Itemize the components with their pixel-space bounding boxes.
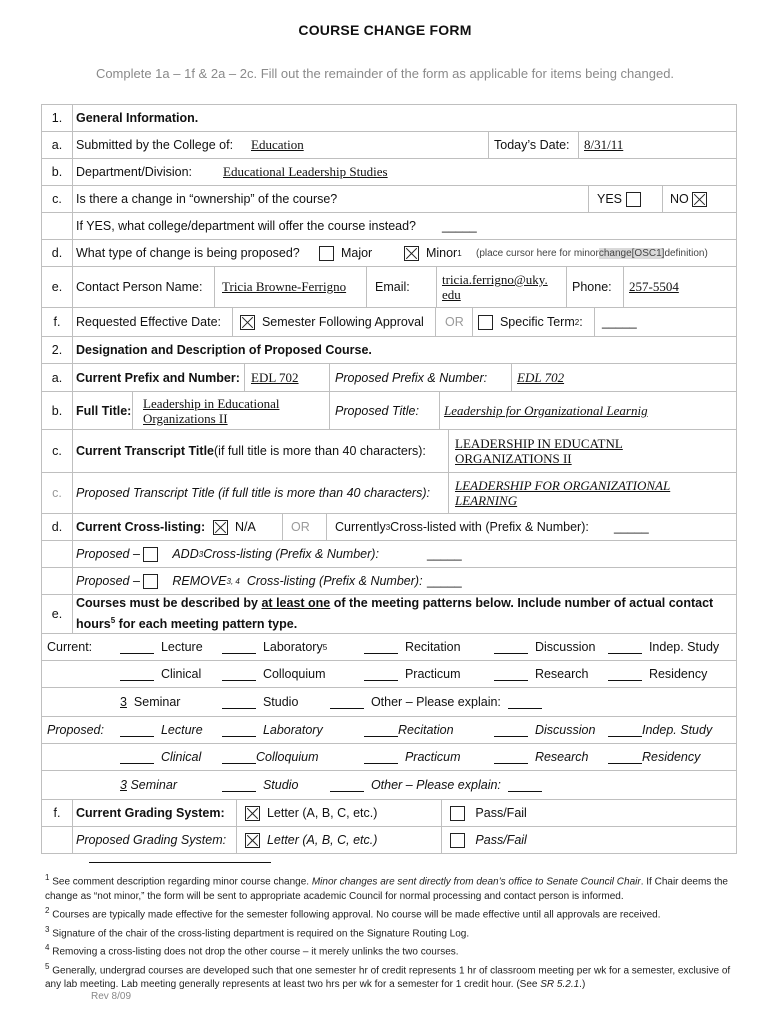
row-1c-number: c. xyxy=(42,186,73,212)
current-recitation: Recitation xyxy=(404,640,461,654)
current-passfail-checkbox[interactable] xyxy=(450,806,465,821)
row-2a-number: a. xyxy=(42,364,73,391)
proposed-clinical: Clinical xyxy=(160,750,202,764)
section1-heading-row xyxy=(41,104,737,132)
current-lecture: Lecture xyxy=(160,640,203,654)
cross-or-label: OR xyxy=(291,520,310,534)
current-patterns-label: Current: xyxy=(47,640,93,654)
current-indep-study: Indep. Study xyxy=(648,640,720,654)
department-field[interactable]: Educational Leadership Studies xyxy=(223,164,388,179)
semester-following-label: Semester Following Approval xyxy=(261,315,424,329)
row-1c-ifyes xyxy=(41,213,737,240)
specific-term-checkbox[interactable] xyxy=(478,315,493,330)
row-1b xyxy=(41,159,737,186)
proposed-indep-study: Indep. Study xyxy=(642,723,713,737)
proposed-seminar-hours[interactable]: 3 xyxy=(120,778,127,792)
proposed-patterns-row-1 xyxy=(41,717,737,744)
currently-cross-listed-label: Currently 3 Cross-listed with (Prefix & Number): xyxy=(335,520,589,534)
change-type-question: What type of change is being proposed? xyxy=(76,246,300,260)
row-1b-number: b. xyxy=(42,159,73,185)
proposed-recitation: Recitation xyxy=(398,723,454,737)
specific-term-label: Specific Term xyxy=(499,315,575,329)
current-seminar-hours[interactable]: 3 xyxy=(120,695,127,709)
no-label: NO xyxy=(670,192,689,206)
email-field[interactable]: tricia.ferrigno@uky. edu xyxy=(442,272,548,302)
college-field[interactable]: Education xyxy=(251,137,304,152)
proposed-patterns-row-2 xyxy=(41,744,737,771)
remove-label: REMOVE xyxy=(172,574,227,588)
proposed-passfail-checkbox[interactable] xyxy=(450,833,465,848)
proposed-other: Other – Please explain: xyxy=(370,778,501,792)
minor-label: Minor xyxy=(425,246,458,260)
if-yes-question: If YES, what college/department will offer the course instead? xyxy=(76,219,417,233)
current-patterns-row-1: Current: Lecture Laboratory 5 Recitation Discussion Indep. Study xyxy=(41,634,737,661)
row-2a xyxy=(41,364,737,392)
row-2d-remove: Proposed – REMOVE 3, 4 Cross-listing (Prefix & Number): _____ xyxy=(41,568,737,595)
proposed-prefix-label: Proposed Prefix & Number: xyxy=(335,370,488,385)
row-1d: d. What type of change is being proposed? Major Minor 1 (place cursor here for minor change[OSC1] definition) xyxy=(41,240,737,267)
phone-field[interactable]: 257-5504 xyxy=(629,279,679,294)
proposed-lecture: Lecture xyxy=(160,723,203,737)
ownership-no-checkbox[interactable] xyxy=(692,192,707,207)
remove-crosslisting-checkbox[interactable] xyxy=(143,574,158,589)
ownership-yes-checkbox[interactable] xyxy=(626,192,641,207)
form-instructions: Complete 1a – 1f & 2a – 2c. Fill out the remainder of the form as applicable for items being changed. xyxy=(95,66,675,81)
proposed-patterns-label: Proposed: xyxy=(47,723,104,737)
proposed-prefix-field[interactable]: EDL 702 xyxy=(517,369,565,385)
current-colloquium: Colloquium xyxy=(262,667,326,681)
department-label: Department/Division: xyxy=(76,165,193,179)
revision-label: Rev 8/09 xyxy=(91,991,132,1002)
footnote-3: $^3$ Signature of the chair of the cross-listing department is required on the Signature Routing Log. xyxy=(45,924,470,939)
proposed-seminar: Seminar xyxy=(130,778,177,792)
specific-term-blank[interactable]: _____ xyxy=(602,315,637,329)
proposed-transcript-label: Proposed Transcript Title (if full title is more than 40 characters): xyxy=(76,486,430,500)
current-title-field[interactable]: Leadership in Educational Organizations II xyxy=(143,395,280,426)
add-label: ADD xyxy=(172,547,199,561)
todays-date-label: Today’s Date: xyxy=(494,138,570,152)
proposed-practicum: Practicum xyxy=(404,750,461,764)
section2-heading-row xyxy=(41,337,737,364)
form-title: COURSE CHANGE FORM xyxy=(298,22,472,38)
current-studio: Studio xyxy=(262,695,299,709)
current-grading-label: Current Grading System: xyxy=(76,806,225,820)
current-patterns-row-2 xyxy=(41,661,737,688)
course-change-form xyxy=(41,104,737,854)
currently-cross-listed-blank[interactable]: _____ xyxy=(614,520,649,534)
row-2e xyxy=(41,595,737,634)
yes-label: YES xyxy=(597,192,623,206)
effective-date-label: Requested Effective Date: xyxy=(76,315,221,329)
current-transcript-label: Current Transcript Title (if full title is more than 40 characters): xyxy=(76,444,426,458)
current-seminar: Seminar xyxy=(133,695,181,709)
row-1f: f. Requested Effective Date: Semester Following Approval OR Specific Term 2 : _____ xyxy=(41,308,737,337)
cross-listing-label: Current Cross-listing: xyxy=(76,520,206,534)
proposed-title-field[interactable]: Leadership for Organizational Learnig xyxy=(444,402,648,418)
todays-date-field[interactable]: 8/31/11 xyxy=(584,137,624,152)
current-prefix-field[interactable]: EDL 702 xyxy=(251,369,299,385)
current-laboratory: Laboratory xyxy=(262,640,323,654)
meeting-patterns-instructions: Courses must be described by at least one of the meeting patterns below. Include number of actual contact hours$^5$ for each meeting pattern type. xyxy=(76,595,714,632)
current-letter-label: Letter (A, B, C, etc.) xyxy=(266,806,378,820)
proposed-grading-label: Proposed Grading System: xyxy=(76,833,227,847)
footnote-5: $^5$ Generally, undergrad courses are developed such that one semester hr of credit represents 1 hr of classroom meeting per wk for a semester, exclusive of any lab meeting. Lab meeting generally represents at least two hrs per wk for a semester for 1 credit hour. (See SR 5.2.1.) xyxy=(45,961,731,991)
if-yes-blank[interactable]: _____ xyxy=(442,219,477,233)
footnote-2: $^2$ Courses are typically made effective for the semester following approval. No course will be made effective until all approvals are received. xyxy=(45,905,661,921)
proposed-patterns-row-3 xyxy=(41,771,737,800)
minor-checkbox[interactable] xyxy=(404,246,419,261)
footnote-divider xyxy=(89,862,271,863)
contact-field[interactable]: Tricia Browne-Ferrigno xyxy=(222,279,347,294)
major-checkbox[interactable] xyxy=(319,246,334,261)
footnote-1: $^1$ See comment description regarding minor course change. Minor changes are sent directly from dean’s office to Senate Council Chair. If Chair deems the change as “not minor,” the form will be sent to appropriate academic Council for normal processing and contact person is informed. xyxy=(45,873,728,902)
section1-heading: General Information. xyxy=(76,111,199,125)
proposed-residency: Residency xyxy=(642,750,701,764)
section2-number: 2. xyxy=(42,337,73,363)
remove-crosslisting-blank[interactable]: _____ xyxy=(427,574,462,588)
row-2e-number: e. xyxy=(42,595,73,633)
row-2f xyxy=(41,800,737,827)
section1-number: 1. xyxy=(42,105,73,131)
row-1a xyxy=(41,132,737,159)
major-label: Major xyxy=(340,246,373,260)
proposed-colloquium: Colloquium xyxy=(256,750,319,764)
add-crosslisting-checkbox[interactable] xyxy=(143,547,158,562)
proposed-letter-label: Letter (A, B, C, etc.) xyxy=(266,833,378,847)
or-label: OR xyxy=(445,315,464,329)
proposed-studio: Studio xyxy=(262,778,299,792)
footnotes xyxy=(45,871,735,993)
row-1c xyxy=(41,186,737,213)
contact-label: Contact Person Name: xyxy=(76,280,203,294)
proposed-passfail-label: Pass/Fail xyxy=(475,833,527,847)
row-2b-number: b. xyxy=(42,392,73,429)
proposed-discussion: Discussion xyxy=(534,723,596,737)
proposed-remove-label: Proposed – xyxy=(76,574,140,588)
row-1d-number: d. xyxy=(42,240,73,266)
semester-following-checkbox[interactable] xyxy=(240,315,255,330)
row-1f-number: f. xyxy=(42,308,73,336)
na-checkbox[interactable] xyxy=(213,520,228,535)
current-residency: Residency xyxy=(648,667,708,681)
phone-label: Phone: xyxy=(572,280,612,294)
row-2d-number: d. xyxy=(42,514,73,540)
proposed-transcript-field[interactable]: LEADERSHIP FOR ORGANIZATIONAL LEARNING xyxy=(455,478,671,508)
proposed-laboratory: Laboratory xyxy=(262,723,323,737)
current-discussion: Discussion xyxy=(534,640,596,654)
proposed-research: Research xyxy=(534,750,589,764)
na-label: N/A xyxy=(234,520,256,534)
row-2f-number: f. xyxy=(42,800,73,826)
section2-heading: Designation and Description of Proposed Course. xyxy=(76,343,372,357)
row-1e xyxy=(41,267,737,308)
proposed-add-label: Proposed – xyxy=(76,547,140,561)
current-other: Other – Please explain: xyxy=(370,695,501,709)
minor-definition-note[interactable]: (place cursor here for minor change[OSC1] definition) xyxy=(476,247,708,259)
row-2c xyxy=(41,430,737,473)
email-label: Email: xyxy=(375,280,410,294)
current-clinical: Clinical xyxy=(160,667,202,681)
row-2d xyxy=(41,514,737,541)
current-research: Research xyxy=(534,667,589,681)
proposed-letter-checkbox[interactable] xyxy=(245,833,260,848)
row-1e-number: e. xyxy=(42,267,73,307)
row-2c-number: c. xyxy=(42,430,73,472)
current-practicum: Practicum xyxy=(404,667,461,681)
current-letter-checkbox[interactable] xyxy=(245,806,260,821)
row-2f-proposed xyxy=(41,827,737,854)
footnote-4: $^4$ Removing a cross-listing does not drop the other course – it merely unlinks the two courses. xyxy=(45,943,459,958)
row-2c-proposed xyxy=(41,473,737,514)
current-patterns-row-3 xyxy=(41,688,737,717)
current-prefix-label: Current Prefix and Number: xyxy=(76,370,240,385)
row-2c-proposed-number: c. xyxy=(42,473,73,513)
full-title-label: Full Title: xyxy=(76,403,132,418)
ownership-question: Is there a change in “ownership” of the course? xyxy=(76,192,338,206)
row-1a-number: a. xyxy=(42,132,73,158)
college-label: Submitted by the College of: xyxy=(76,138,234,152)
add-crosslisting-blank[interactable]: _____ xyxy=(427,547,462,561)
current-transcript-field[interactable]: LEADERSHIP IN EDUCATNL ORGANIZATIONS II xyxy=(455,436,623,466)
row-2b xyxy=(41,392,737,430)
row-2d-add: Proposed – ADD 3 Cross-listing (Prefix & Number): _____ xyxy=(41,541,737,568)
current-passfail-label: Pass/Fail xyxy=(475,806,527,820)
proposed-title-label: Proposed Title: xyxy=(335,403,419,418)
